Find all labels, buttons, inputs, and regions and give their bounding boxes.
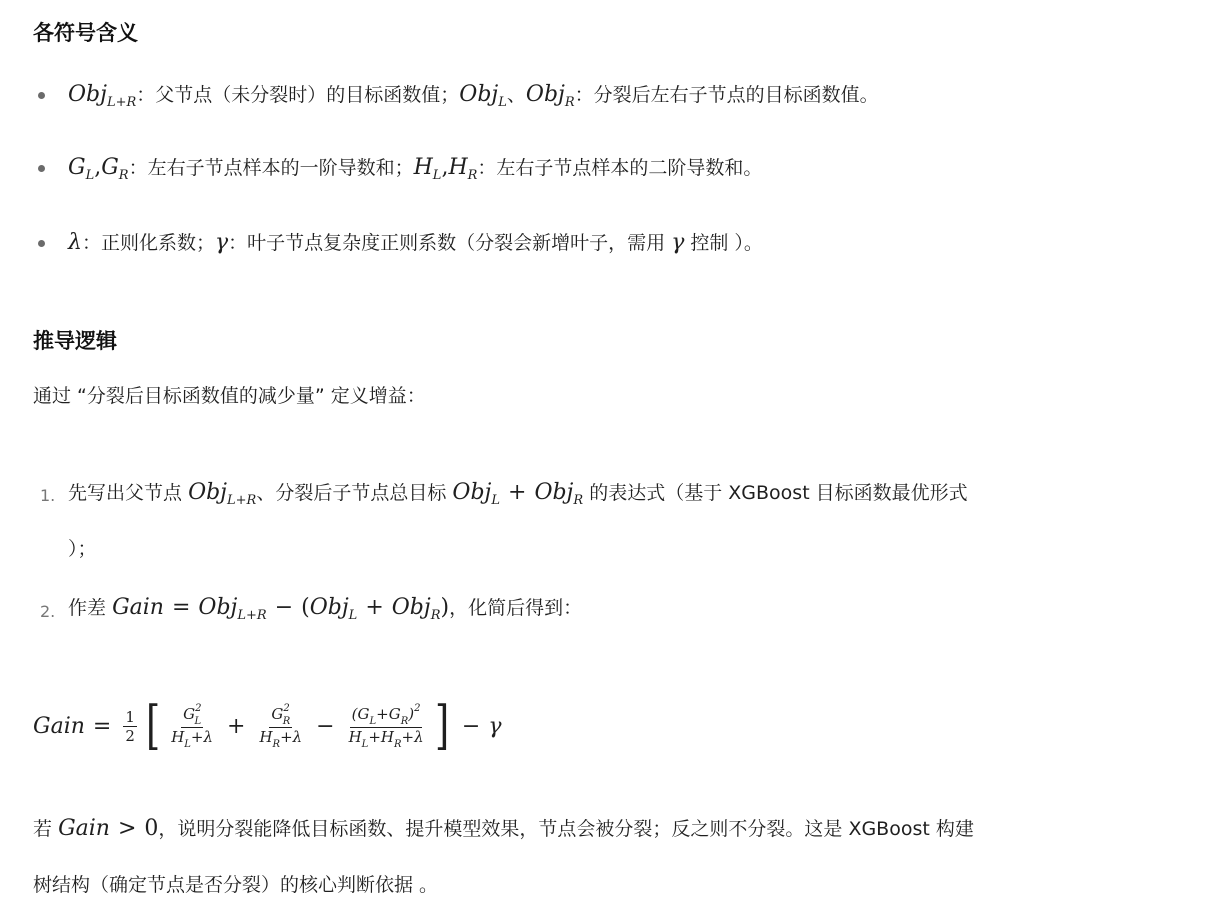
step-text: 、分裂后子节点总目标 <box>256 482 447 504</box>
list-item-text: ：左右子节点样本的一阶导数和； <box>128 157 414 179</box>
section-title-derivation: 推导逻辑 <box>33 329 117 353</box>
equals-sign: = <box>92 713 112 739</box>
math-g-l: $G_L$ <box>68 155 95 183</box>
step-text: 的表达式（基于 XGBoost 目标函数最优形式 <box>589 482 968 504</box>
fraction-half: $\frac{1}{2}$ <box>125 707 135 745</box>
step-text: 先写出父节点 <box>68 482 183 504</box>
math-obj-l: Obj$_L$ <box>459 82 507 110</box>
list-item-text: 控制 ）。 <box>690 232 763 254</box>
math-gamma: γ <box>488 713 502 739</box>
conclusion-text: ，说明分裂能降低目标函数、提升模型效果，节点会被分裂；反之则不分裂。这是 XGBoost 构建 <box>158 818 974 840</box>
conclusion-line-1 <box>33 818 974 840</box>
paren: ( <box>301 595 310 620</box>
comma: , <box>441 155 449 180</box>
conclusion-line-2: 树结构（确定节点是否分裂）的核心判断依据 。 <box>33 874 439 896</box>
step-text: 作差 <box>68 597 107 619</box>
intro-paragraph: 通过 “分裂后目标函数值的减少量” 定义增益： <box>33 385 426 407</box>
fraction-left: $\frac{G^2_L}{H_L+\lambda}$ <box>171 702 213 750</box>
paren: ) <box>440 595 450 620</box>
math-obj-r: Obj$_R$ <box>525 82 575 110</box>
plus-sign: + <box>365 595 384 620</box>
math-gain: Gain <box>33 713 85 739</box>
step-number: 2. <box>40 602 56 621</box>
math-obj-l: Obj$_L$ <box>309 595 358 623</box>
list-item-text: ：父节点（未分裂时）的目标函数值； <box>136 84 460 106</box>
gain-formula <box>33 696 501 756</box>
math-h-r: $H_R$ <box>448 155 478 183</box>
math-gamma: γ <box>214 230 229 255</box>
math-h-l: $H_L$ <box>413 155 442 183</box>
math-lambda: λ <box>68 230 82 255</box>
list-item-text: ：左右子节点样本的二阶导数和。 <box>477 157 763 179</box>
fraction-parent: $\frac{(G_L+G_R)^2}{H_L+H_R+\lambda}$ <box>348 702 424 750</box>
math-obj-lr: Obj$_{L+R}$ <box>198 595 267 623</box>
math-obj-lr: Obj$_{L+R}$ <box>188 480 257 508</box>
math-gain: Gain <box>58 816 110 841</box>
step-item-1 <box>68 482 968 507</box>
greater-than-sign: > <box>117 816 137 841</box>
list-item-obj <box>68 84 879 109</box>
section-title-symbols: 各符号含义 <box>33 21 138 45</box>
step-item-1-continuation: ）； <box>68 538 97 560</box>
plus-sign: + <box>227 713 246 739</box>
minus-sign: − <box>316 713 335 739</box>
minus-sign: − <box>274 595 294 620</box>
bullet-dot <box>38 240 45 247</box>
bullet-dot <box>38 92 45 99</box>
separator: 、 <box>506 84 526 106</box>
bullet-dot <box>38 165 45 172</box>
step-number: 1. <box>40 486 56 505</box>
list-item-text: ：分裂后左右子节点的目标函数值。 <box>574 84 879 106</box>
math-obj-r: Obj$_R$ <box>534 480 584 508</box>
list-item-gradients <box>68 157 762 182</box>
step-text: ，化简后得到： <box>449 597 583 619</box>
math-obj-lr: Obj$_{L+R}$ <box>68 82 137 110</box>
plus-sign: + <box>508 480 527 505</box>
right-bracket: ] <box>434 696 449 756</box>
conclusion-text: 若 <box>33 818 53 840</box>
left-bracket: [ <box>145 696 161 756</box>
minus-sign: − <box>461 713 481 739</box>
equals-sign: = <box>171 595 191 620</box>
math-g-r: $G_R$ <box>101 155 129 183</box>
list-item-text: ：正则化系数； <box>81 232 215 254</box>
step-item-2 <box>68 597 582 622</box>
list-item-regularization <box>68 232 763 254</box>
math-zero: 0 <box>144 816 159 841</box>
math-gain: Gain <box>112 595 164 620</box>
math-obj-r: Obj$_R$ <box>391 595 441 623</box>
list-item-text: ：叶子节点复杂度正则系数（分裂会新增叶子，需用 <box>228 232 666 254</box>
math-obj-l: Obj$_L$ <box>452 480 500 508</box>
comma: , <box>94 155 102 180</box>
fraction-right: $\frac{G^2_R}{H_R+\lambda}$ <box>259 702 303 750</box>
math-gamma: γ <box>671 230 685 255</box>
